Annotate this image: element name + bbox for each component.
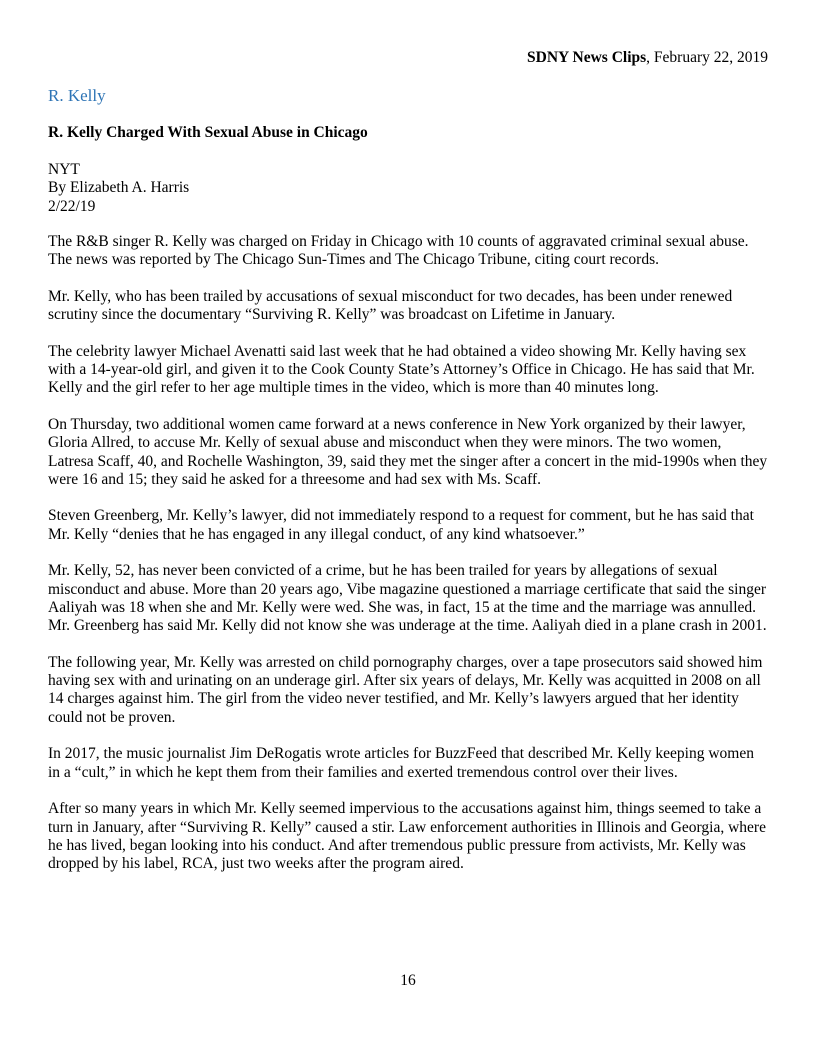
- article-paragraph: Mr. Kelly, 52, has never been convicted of a crime, but he has been trailed for years by allegations of sexual misconduct and abuse. More than 20 years ago, Vibe magazine questioned a marriage certificate that said the singer Aaliyah was 18 when she and Mr. Kelly were wed. She was, in fact, 15 at the time and the marriage was annulled. Mr. Greenberg has said Mr. Kelly did not know she was underage at the time. Aaliyah died in a plane crash in 2001.: [48, 562, 767, 635]
- article-title: R. Kelly Charged With Sexual Abuse in Chicago: [48, 124, 368, 141]
- article-date: 2/22/19: [48, 197, 96, 215]
- article-body: [48, 233, 768, 892]
- page-header: [527, 48, 768, 68]
- article-source: NYT: [48, 161, 80, 178]
- publication-name: SDNY News Clips: [527, 49, 647, 66]
- article-paragraph: The celebrity lawyer Michael Avenatti said last week that he had obtained a video showing Mr. Kelly having sex with a 14-year-old girl, and given it to the Cook County State’s Attorney’s Office in Chicago. He has said that Mr. Kelly and the girl refer to her age multiple times in the video, which is more than 40 minutes long.: [48, 342, 755, 397]
- header-date: , February 22, 2019: [646, 49, 768, 66]
- article-meta: [48, 161, 189, 216]
- article-paragraph: In 2017, the music journalist Jim DeRogatis wrote articles for BuzzFeed that described Mr. Kelly keeping women in a “cult,” in which he kept them from their families and exerted tremendous control over their lives.: [48, 745, 754, 781]
- article-paragraph: Steven Greenberg, Mr. Kelly’s lawyer, did not immediately respond to a request for comment, but he has said that Mr. Kelly “denies that he has engaged in any illegal conduct, of any kind whatsoever.”: [48, 507, 754, 543]
- article-paragraph: After so many years in which Mr. Kelly seemed impervious to the accusations against him, things seemed to take a turn in January, after “Surviving R. Kelly” caused a stir. Law enforcement authorities in Illinois and Georgia, where he has lived, began looking into his conduct. And after tremendous public pressure from activists, Mr. Kelly was dropped by his label, RCA, just two weeks after the program aired.: [48, 800, 766, 873]
- article-byline: By Elizabeth A. Harris: [48, 179, 190, 197]
- article-paragraph: The following year, Mr. Kelly was arrested on child pornography charges, over a tape prosecutors said showed him having sex with and urinating on an underage girl. After six years of delays, Mr. Kelly was acquitted in 2008 on all 14 charges against him. The girl from the video never testified, and Mr. Kelly’s lawyers argued that her identity could not be proven.: [48, 653, 763, 726]
- article-paragraph: On Thursday, two additional women came forward at a news conference in New York organized by their lawyer, Gloria Allred, to accuse Mr. Kelly of sexual abuse and misconduct when they were minors. The two women, Latresa Scaff, 40, and Rochelle Washington, 39, said they met the singer after a concert in the mid-1990s when they were 16 and 15; they said he asked for a threesome and had sex with Ms. Scaff.: [48, 415, 768, 488]
- section-heading: R. Kelly: [48, 86, 106, 105]
- page-number: 16: [400, 972, 416, 989]
- article-paragraph: Mr. Kelly, who has been trailed by accusations of sexual misconduct for two decades, has been under renewed scrutiny since the documentary “Surviving R. Kelly” was broadcast on Lifetime in January.: [48, 287, 733, 324]
- article-paragraph: The R&B singer R. Kelly was charged on Friday in Chicago with 10 counts of aggravated criminal sexual abuse. The news was reported by The Chicago Sun-Times and The Chicago Tribune, citing court records.: [48, 233, 749, 269]
